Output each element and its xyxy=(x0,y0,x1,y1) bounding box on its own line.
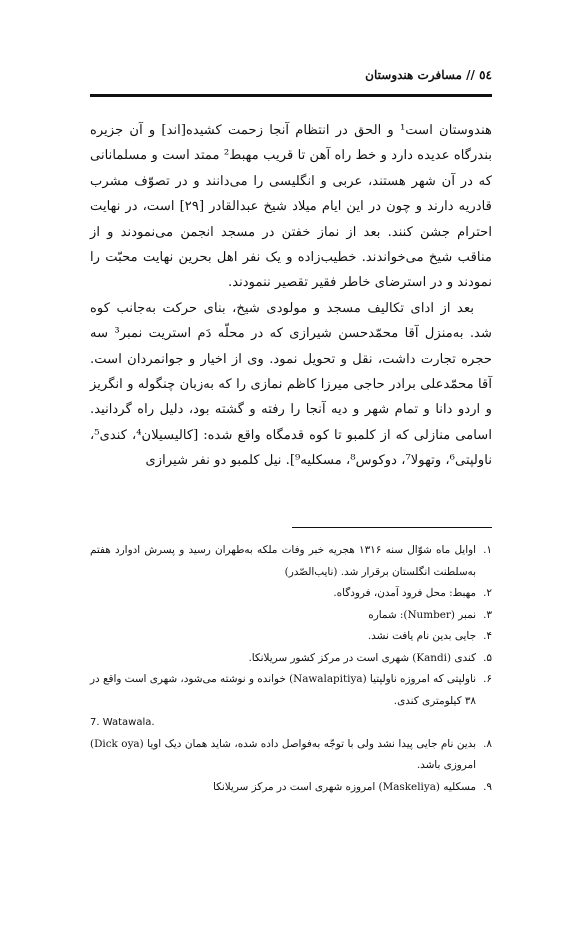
book-page xyxy=(90,0,492,950)
footnote-number: ۵. xyxy=(483,651,492,664)
footnote-number: ۱. xyxy=(483,544,492,556)
footnote-8 xyxy=(90,734,492,777)
footnotes xyxy=(90,540,492,798)
footnote-separator xyxy=(292,527,492,528)
footnote-9 xyxy=(90,777,492,799)
footnote-number: ۴. xyxy=(483,630,492,642)
footnote-number: ۹. xyxy=(483,780,492,793)
footnote-text: نمبر (Number): شماره xyxy=(368,608,476,621)
footnote-text: ناولپتی که امروزه ناولپتیا (Nawalapitiya) خوانده و نوشته می‌شود، شهری است واقع در ۳۸ کیلومتری کندی. xyxy=(90,673,476,707)
footnote-number: ۲. xyxy=(483,587,492,599)
footnote-2 xyxy=(90,583,492,605)
paragraph: بعد از ادای تکالیف مسجد و مولودی شیخ، بنای حرکت به‌جانب کوه شد. به‌منزل آقا محمّدحسن شیرازی که در محلّه دَم استریت نمبر³ سه حجره تجارت داشت، نقل و تحویل نمود. وی از اخیار و جوانمردان است. آقا محمّدعلی برادر حاجی میرزا کاظم نمازی را که به‌زبان چنگوله و انگریز و اردو دانا و تمام شهر و دیه آنجا را رفته و گشته بود، دلیل راه گردانید. اسامی منازلی که از کلمبو تا کوه قدمگاه واقع شده: [کالیسیلان⁴، کندی⁵، ناولپتی⁶، وتهولا⁷، دوکوس⁸، مسکلیه⁹]. نیل کلمبو دو نفر شیرازی xyxy=(90,300,492,469)
footnote-5 xyxy=(90,648,492,670)
body-text xyxy=(90,118,492,474)
footnote-text: مسکلیه (Maskeliya) امروزه شهری است در مرکز سریلانکا xyxy=(212,780,476,793)
footnote-number: ۳. xyxy=(483,608,492,621)
footnote-text: مهبط: محل فرود آمدن، فرودگاه. xyxy=(333,587,476,599)
footnote-text: اوایل ماه شوّال سنه ۱۳۱۶ هجریه خبر وفات ملکه به‌طهران رسید و پسرش ادوارد هفتم به‌سلطنت انگلستان برقرار شد. (نایب‌الصّدر) xyxy=(90,544,476,578)
footnote-text: جایی بدین نام یافت نشد. xyxy=(367,630,476,642)
footnote-text: کندی (Kandi) شهری است در مرکز کشور سریلانکا. xyxy=(248,651,476,664)
footnote-number: ۸. xyxy=(483,737,492,750)
footnote-4 xyxy=(90,626,492,648)
paragraph: هندوستان است¹ و الحق در انتظام آنجا زحمت کشیده[اند] و آن جزیره بندرگاه عدیده دارد و خط راه آهن تا قریب مهبط² ممتد است و مسلمانانی که در آن شهر هستند، عربی و انگلیسی را می‌دانند و در تصوّف مشرب قادریه دارند و چون در این ایام میلاد شیخ عبدالقادر [۲۹] است، در نهایت احترام جشن کنند. بعد از نماز خفتن در مسجد انجمن می‌نمودند و از مناقب شیخ می‌خواندند. خطیب‌زاده و یک نفر اهل بحرین نهایت محبّت را نمودند و در استرضای خاطر فقیر تقصیر ننمودند. xyxy=(90,123,492,291)
running-head: ٥٤ // مسافرت هندوستان xyxy=(365,68,492,82)
footnote-6 xyxy=(90,669,492,712)
footnote-7: 7. Watawala. xyxy=(90,717,155,728)
footnote-3 xyxy=(90,605,492,627)
footnote-1 xyxy=(90,540,492,583)
footnote-text: بدین نام جایی پیدا نشد ولی با توجّه به‌فواصل داده شده، شاید همان دیک اویا (Dick oya) امروزی باشد. xyxy=(90,737,476,771)
footnote-number: ۶. xyxy=(483,673,492,685)
header-rule xyxy=(90,94,492,97)
